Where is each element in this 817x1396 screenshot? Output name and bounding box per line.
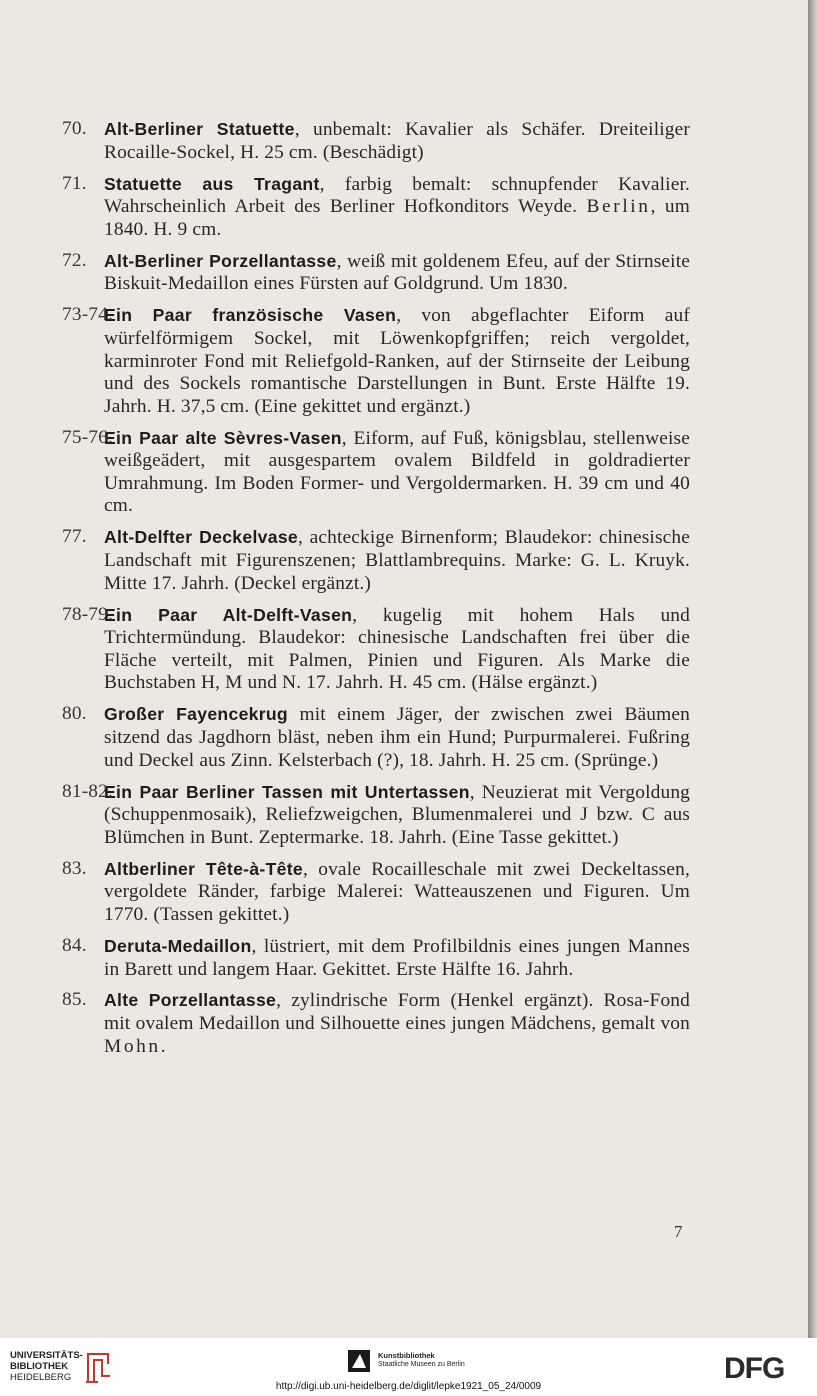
dfg-logo[interactable]: DFG [724, 1352, 785, 1385]
kunstbibliothek-text [378, 1351, 518, 1369]
uni-line-1: UNIVERSITÄTS- [10, 1350, 83, 1361]
entry-title: Ein Paar alte Sèvres-Vasen [104, 427, 342, 448]
entry-title: Deruta-Medaillon [104, 935, 252, 956]
entry-number: 78-79. [62, 603, 113, 625]
entry-title: Alte Porzellantasse [104, 990, 277, 1011]
catalog-entry [62, 703, 690, 772]
entry-number: 80. [62, 703, 87, 725]
entry-tail: , um 1840. H. 9 cm. [104, 196, 690, 240]
catalog-entry [62, 604, 690, 695]
catalog-entry [62, 427, 690, 518]
entry-number: 84. [62, 934, 87, 956]
catalog-entries [62, 118, 690, 1067]
entry-description: , kugelig mit hohem Hals und Trichtermündung. Blaudekor: chinesische Landschaften frei über die Fläche verteilt, mit Palmen, Pinien und Figuren. Als Marke die Buchstaben H, M und N. 17. Jahrh. H. 45 cm. (Hälse ergänzt.) [104, 604, 690, 694]
entry-description: , von abgeflachter Eiform auf würfelförmigem Sockel, mit Löwenkopfgriffen; reich vergoldet, karminroter Fond mit Reliefgold-Ranken, auf der Stirnseite der Leibung und des Sockels romantische Darstellungen in Bunt. Erste Hälfte 19. Jahrh. H. 37,5 cm. (Eine gekittet und ergänzt.) [104, 305, 690, 417]
entry-description: , achteckige Birnenform; Blaudekor: chinesische Landschaft mit Figurenszenen; Blattlambrequins. Marke: G. L. Kruyk. Mitte 17. Jahrh. (Deckel ergänzt.) [104, 527, 691, 594]
entry-number: 71. [62, 172, 87, 194]
entry-number: 77. [62, 526, 87, 548]
footer [0, 1338, 817, 1396]
source-url[interactable]: http://digi.ub.uni-heidelberg.de/diglit/lepke1921_05_24/0009 [275, 1381, 542, 1392]
entry-title: Großer Fayencekrug [104, 704, 288, 725]
entry-number: 75-76. [62, 426, 113, 448]
catalog-entry [62, 989, 690, 1058]
entry-title: Alt-Berliner Porzellantasse [104, 250, 337, 271]
entry-description: , Eiform, auf Fuß, königsblau, stellenweise weißgeädert, mit ausgespartem ovalem Bildfeld in goldradierter Umrahmung. Im Boden Former- und Vergoldermarken. H. 39 cm und 40 cm. [104, 427, 690, 517]
entry-title: Alt-Berliner Statuette [104, 119, 295, 139]
entry-description: , Neuzierat mit Vergoldung (Schuppenmosaik), Reliefzweigchen, Blumenmalerei und J bzw. C aus Blümchen in Bunt. Zeptermarke. 18. Jahrh. (Eine Tasse gekittet.) [104, 781, 691, 848]
entry-title: Altberliner Tête-à-Tête [104, 858, 303, 879]
kb-line-2: Staatliche Museen zu Berlin [378, 1361, 465, 1368]
entry-title: Ein Paar französische Vasen [104, 305, 397, 326]
entry-number: 70. [62, 118, 87, 139]
entry-tail: . [160, 1035, 166, 1057]
catalog-entry [62, 173, 690, 242]
entry-spaced-name: Mohn [104, 1035, 161, 1057]
entry-description: , farbig bemalt: schnupfender Kavalier. Wahrscheinlich Arbeit des Berliner Hofkonditors Weyde. [104, 173, 690, 218]
entry-description: , ovale Rocailleschale mit zwei Deckeltassen, vergoldete Ränder, farbige Malerei: Watteauszenen und Figuren. Um 1770. (Tassen gekittet.) [104, 858, 690, 925]
entry-title: Statuette aus Tragant [104, 173, 320, 194]
catalog-entry [62, 118, 690, 164]
entry-title: Ein Paar Berliner Tassen mit Untertassen [104, 781, 470, 802]
entry-description: , unbemalt: Kavalier als Schäfer. Dreiteiliger Rocaille-Sockel, H. 25 cm. (Beschädigt) [104, 119, 690, 163]
entry-spaced-name: Berlin [586, 196, 651, 218]
page-edge [808, 0, 817, 1338]
entry-description: mit einem Jäger, der zwischen zwei Bäumen sitzend das Jagdhorn bläst, neben ihm ein Hund; Purpurmalerei. Fußring und Deckel aus Zinn. Kelsterbach (?), 18. Jahrh. H. 25 cm. (Sprünge.) [104, 704, 690, 771]
page-number: 7 [674, 1222, 683, 1241]
uni-line-3: HEIDELBERG [10, 1372, 72, 1383]
entry-number: 81-82. [62, 780, 113, 802]
uni-line-2: BIBLIOTHEK [10, 1361, 69, 1372]
entry-number: 73-74. [62, 304, 113, 326]
entry-number: 85. [62, 989, 87, 1011]
entry-description: , zylindrische Form (Henkel ergänzt). Rosa-Fond mit ovalem Medaillon und Silhouette eines jungen Mädchens, gemalt von [104, 990, 690, 1035]
entry-title: Ein Paar Alt-Delft-Vasen [104, 604, 353, 625]
catalog-entry [62, 935, 690, 981]
catalog-entry [62, 250, 690, 296]
entry-description: , weiß mit goldenem Efeu, auf der Stirnseite Biskuit-Medaillon eines Fürsten auf Goldgrund. Um 1830. [104, 250, 690, 295]
entry-number: 72. [62, 249, 87, 271]
entry-number: 83. [62, 857, 87, 879]
catalog-entry [62, 304, 690, 418]
catalog-entry [62, 781, 690, 850]
catalog-entry [62, 858, 690, 927]
entry-title: Alt-Delfter Deckelvase [104, 527, 299, 548]
catalog-entry [62, 526, 690, 595]
kunstbibliothek-icon [348, 1350, 370, 1372]
entry-description: , lüstriert, mit dem Profilbildnis eines jungen Mannes in Barett und langem Haar. Gekittet. Erste Hälfte 16. Jahrh. [104, 935, 690, 980]
kb-line-1: Kunstbibliothek [378, 1351, 435, 1360]
